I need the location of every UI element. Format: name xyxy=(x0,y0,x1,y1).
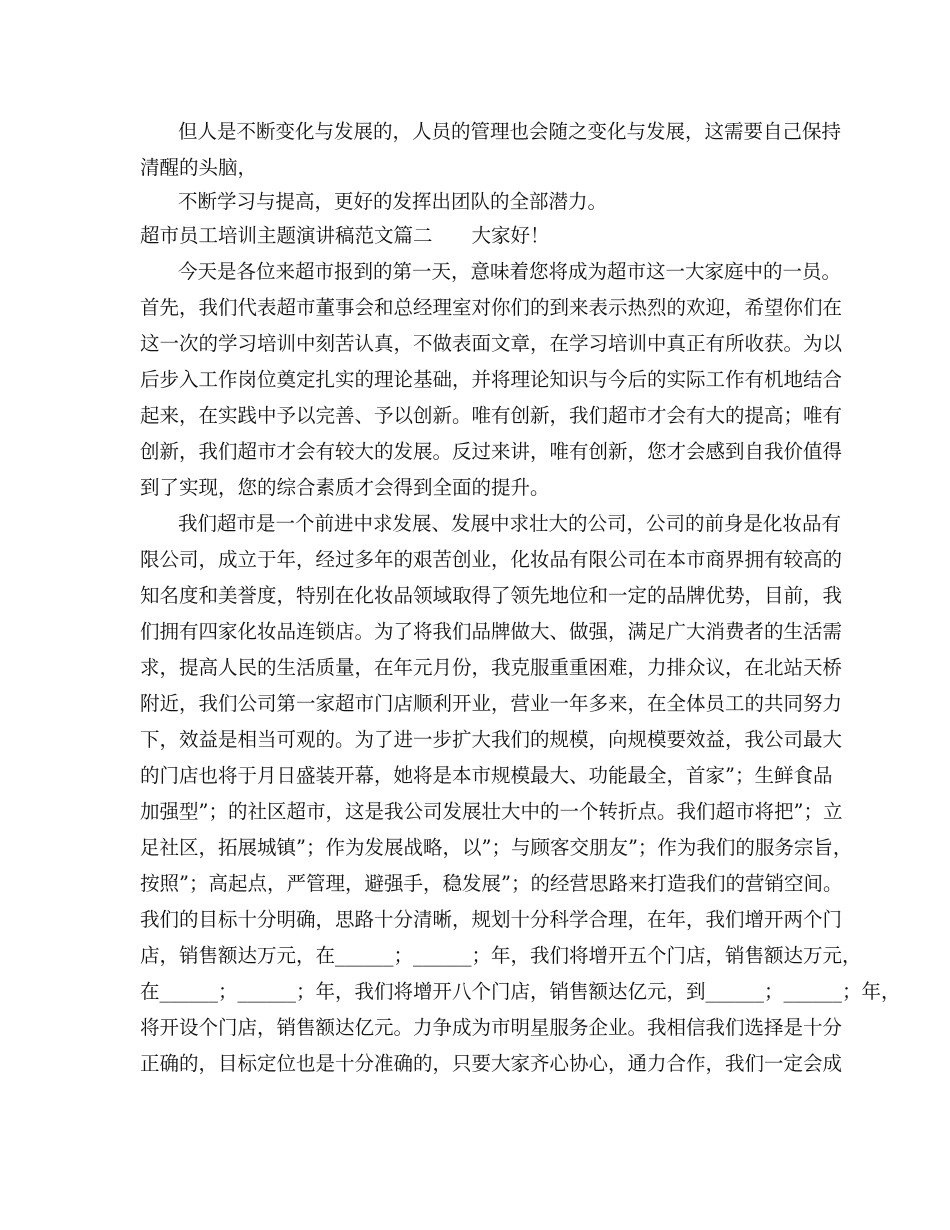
paragraph-line: 起来，在实践中予以完善、予以创新。唯有创新，我们超市才会有大的提高；唯有 xyxy=(140,404,843,427)
paragraph-line: 按照”；高起点，严管理，避强手，稳发展”；的经营思路来打造我们的营销空间。 xyxy=(140,872,843,895)
paragraph-line: 后步入工作岗位奠定扎实的理论基础，并将理论知识与今后的实际工作有机地结合 xyxy=(140,368,843,391)
paragraph-line: 们拥有四家化妆品连锁店。为了将我们品牌做大、做强，满足广大消费者的生活需 xyxy=(140,620,843,643)
paragraph-line: 将开设个门店，销售额达亿元。力争成为市明星服务企业。我相信我们选择是十分 xyxy=(140,1016,843,1039)
paragraph-line: 在______；______；年，我们将增开八个门店，销售额达亿元，到______；______；年， xyxy=(140,980,901,1003)
paragraph-line: 清醒的头脑， xyxy=(140,156,258,179)
paragraph-line: 正确的，目标定位也是十分准确的，只要大家齐心协心，通力合作，我们一定会成 xyxy=(140,1052,843,1075)
paragraph-line: 足社区，拓展城镇”；作为发展战略，以”；与顾客交朋友”；作为我们的服务宗旨， xyxy=(140,836,853,859)
paragraph-line: 我们超市是一个前进中求发展、发展中求壮大的公司，公司的前身是化妆品有 xyxy=(178,512,842,535)
paragraph-line: 下，效益是相当可观的。为了进一步扩大我们的规模，向规模要效益，我公司最大 xyxy=(140,728,843,751)
paragraph-line: 的门店也将于月日盛装开幕，她将是本市规模最大、功能最全，首家”；生鲜食品 xyxy=(140,764,833,787)
paragraph-line: 不断学习与提高，更好的发挥出团队的全部潜力。 xyxy=(178,190,608,213)
paragraph-line: 到了实现，您的综合素质才会得到全面的提升。 xyxy=(140,476,550,499)
paragraph-line: 附近，我们公司第一家超市门店顺利开业，营业一年多来，在全体员工的共同努力 xyxy=(140,692,843,715)
section-heading: 超市员工培训主题演讲稿范文篇二 大家好！ xyxy=(140,224,550,247)
paragraph-line: 知名度和美誉度，特别在化妆品领域取得了领先地位和一定的品牌优势，目前，我 xyxy=(140,584,843,607)
paragraph-line: 我们的目标十分明确，思路十分清晰，规划十分科学合理，在年，我们增开两个门 xyxy=(140,908,843,931)
paragraph-line: 今天是各位来超市报到的第一天，意味着您将成为超市这一大家庭中的一员。 xyxy=(178,260,842,283)
paragraph-line: 加强型”；的社区超市，这是我公司发展壮大中的一个转折点。我们超市将把”；立 xyxy=(140,800,843,823)
paragraph-line: 限公司，成立于年，经过多年的艰苦创业，化妆品有限公司在本市商界拥有较高的 xyxy=(140,548,843,571)
paragraph-line: 求，提高人民的生活质量，在年元月份，我克服重重困难，力排众议，在北站天桥 xyxy=(140,656,843,679)
paragraph-line: 店，销售额达万元，在______；______；年，我们将增开五个门店，销售额达万元， xyxy=(140,944,862,967)
paragraph-line: 这一次的学习培训中刻苦认真，不做表面文章，在学习培训中真正有所收获。为以 xyxy=(140,332,843,355)
paragraph-line: 首先，我们代表超市董事会和总经理室对你们的到来表示热烈的欢迎，希望你们在 xyxy=(140,296,843,319)
paragraph-line: 创新，我们超市才会有较大的发展。反过来讲，唯有创新，您才会感到自我价值得 xyxy=(140,440,843,463)
paragraph-line: 但人是不断变化与发展的，人员的管理也会随之变化与发展，这需要自己保持 xyxy=(178,120,842,143)
